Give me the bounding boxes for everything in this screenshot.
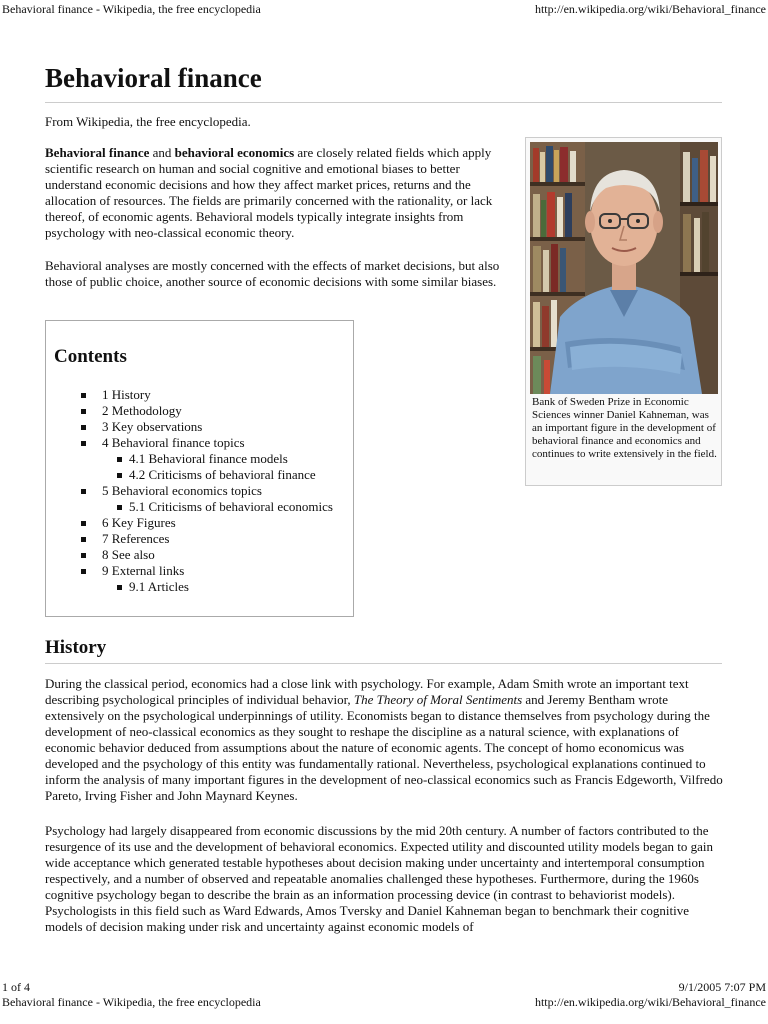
toc-item-behavioral-finance-topics[interactable]: 4 Behavioral finance topics	[46, 435, 333, 451]
term-behavioral-economics: behavioral economics	[174, 145, 295, 160]
intro-paragraph: Behavioral finance and behavioral economics are closely related fields which apply scientific research on human and social cognitive and emotional biases to better understand economic decisions and how they affect market prices, returns and the allocation of resources. The fields are primarily concerned with the rationality, or lack thereof, of economic agents. Behavioral models typically integrate insights from psychology with neo-classical economic theory.	[45, 145, 493, 240]
site-subtitle: From Wikipedia, the free encyclopedia.	[45, 114, 251, 129]
print-header-title: Behavioral finance - Wikipedia, the free encyclopedia	[2, 2, 261, 16]
toc-item-see-also[interactable]: 8 See also	[46, 547, 333, 563]
toc-item-articles[interactable]: 9.1 Articles	[46, 579, 333, 595]
print-header-url: http://en.wikipedia.org/wiki/Behavioral_finance	[534, 2, 766, 16]
toc-item-criticisms-behavioral-economics[interactable]: 5.1 Criticisms of behavioral economics	[46, 499, 333, 515]
toc-item-behavioral-economics-topics[interactable]: 5 Behavioral economics topics	[46, 483, 333, 499]
print-datetime: 9/1/2005 7:07 PM	[678, 980, 766, 994]
toc-item-criticisms-behavioral-finance[interactable]: 4.2 Criticisms of behavioral finance	[46, 467, 333, 483]
toc-item-history[interactable]: 1 History	[46, 387, 333, 403]
intro-paragraph-2: Behavioral analyses are mostly concerned with the effects of market decisions, but also those of public choice, another source of economic decisions with some similar biases.	[45, 258, 500, 289]
kahneman-photo[interactable]	[530, 142, 718, 394]
toc-item-methodology[interactable]: 2 Methodology	[46, 403, 333, 419]
toc-item-references[interactable]: 7 References	[46, 531, 333, 547]
history-paragraph-2: Psychology had largely disappeared from economic discussions by the mid 20th century. A number of factors contributed to the resurgence of its use and the development of behavioral economics. Expected utility and discounted utility models began to gain wide acceptance which generated testable hypotheses about decision making under uncertainty and intertemporal consumption respectively, and a number of observed and repeatable anomalies challenged these hypotheses. Furthermore, during the 1960s cognitive psychology began to describe the brain as an information processing device (in contrast to behaviorist models). Psychologists in this field such as Ward Edwards, Amos Tversky and Daniel Kahneman began to benchmark their cognitive models of decision making under risk and uncertainty against economic models of	[45, 823, 713, 934]
toc-item-key-observations[interactable]: 3 Key observations	[46, 419, 333, 435]
term-behavioral-finance: Behavioral finance	[45, 145, 150, 160]
toc-item-key-figures[interactable]: 6 Key Figures	[46, 515, 333, 531]
page-title: Behavioral finance	[45, 63, 262, 93]
image-caption: Bank of Sweden Prize in Economic Sciences winner Daniel Kahneman, was an important figure in the development of behavioral finance and economics and continues to write extensively in the field.	[532, 396, 717, 460]
history-paragraph-1: During the classical period, economics had a close link with psychology. For example, Adam Smith wrote an important text describing psychological principles of individual behavior, The Theory of Moral Sentiments and Jeremy Bentham wrote extensively on the psychological underpinnings of utility. Economists began to distance themselves from psychology during the development of neo-classical economics as they sought to reshape the discipline as a natural science, with explanations of economic behavior deduced from assumptions about the nature of economic agents. The concept of homo economicus was developed and the psychology of this entity was fundamentally rational. Nevertheless, psychological explanations continued to inform the analysis of many important figures in the development of neo-classical economics such as Francis Edgeworth, Vilfredo Pareto, Irving Fisher and John Maynard Keynes.	[45, 676, 723, 803]
toc-title: Contents	[54, 346, 127, 367]
title-divider	[45, 102, 722, 103]
toc-item-behavioral-finance-models[interactable]: 4.1 Behavioral finance models	[46, 451, 333, 467]
print-footer-title: Behavioral finance - Wikipedia, the free encyclopedia	[2, 995, 261, 1009]
toc-list	[46, 387, 333, 595]
print-footer-url: http://en.wikipedia.org/wiki/Behavioral_finance	[534, 995, 766, 1009]
table-of-contents	[45, 320, 354, 617]
page-counter: 1 of 4	[2, 980, 30, 994]
book-title[interactable]: The Theory of Moral Sentiments	[353, 692, 523, 707]
history-divider	[45, 663, 722, 664]
toc-item-external-links[interactable]: 9 External links	[46, 563, 333, 579]
history-heading: History	[45, 637, 107, 658]
image-thumbnail	[525, 137, 722, 486]
